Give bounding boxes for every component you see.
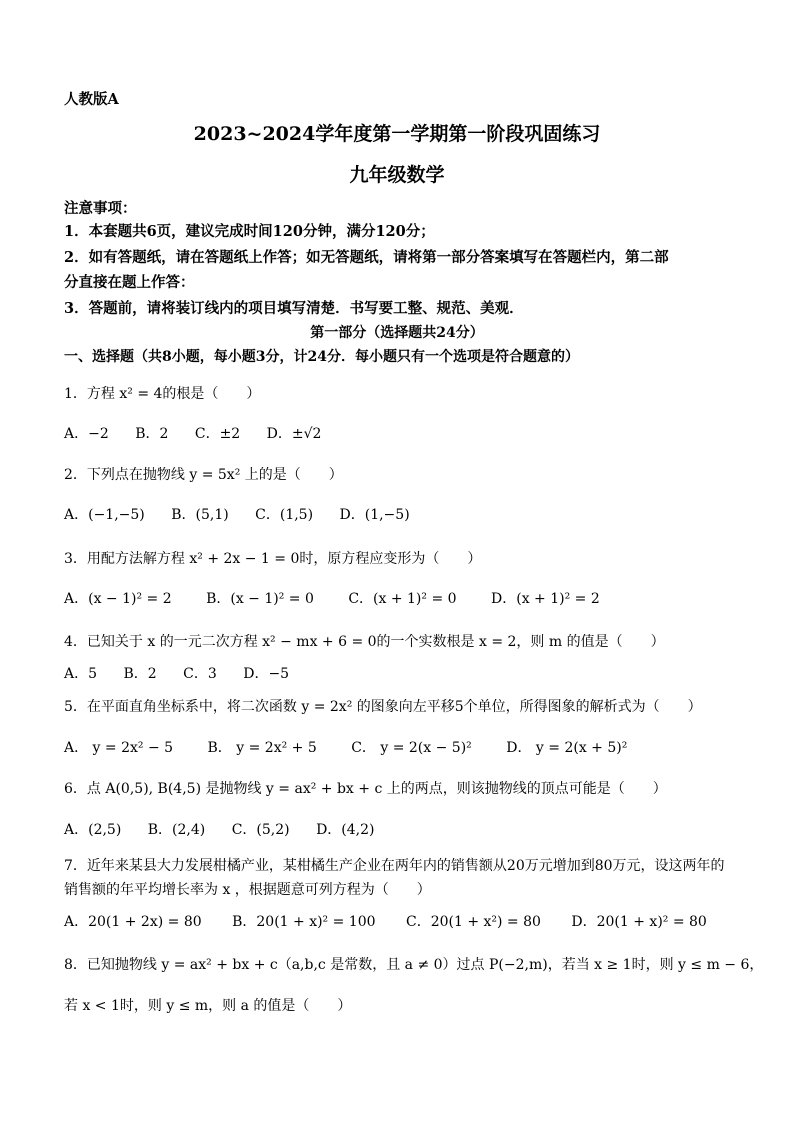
question-3-option-c: C．(x + 1)² = 0 xyxy=(348,591,457,607)
question-7-option-a: A．20(1 + 2x) = 80 xyxy=(64,914,202,930)
question-4-option-b: B．2 xyxy=(123,666,157,682)
question-3-options xyxy=(64,589,622,609)
question-2-stem: 2．下列点在抛物线 y = 5x² 上的是（ ） xyxy=(64,467,343,483)
question-7-stem-line2: 销售额的年平均增长率为 x ，根据题意可列方程为（ ） xyxy=(64,882,431,898)
question-6-option-a: A．(2,5) xyxy=(64,822,122,838)
question-1-option-c: C．±2 xyxy=(194,426,241,442)
question-5-option-d: D． y = 2(x + 5)² xyxy=(506,740,628,756)
question-3-option-d: D．(x + 1)² = 2 xyxy=(491,591,600,607)
question-1-stem: 1．方程 x² = 4的根是（ ） xyxy=(64,386,261,402)
question-5-option-b: B． y = 2x² + 5 xyxy=(207,740,317,756)
question-5-option-a: A． y = 2x² − 5 xyxy=(64,740,174,756)
question-3-option-a: A．(x − 1)² = 2 xyxy=(64,591,172,607)
question-6-stem: 6．点 A(0,5), B(4,5) 是抛物线 y = ax² + bx + c 上的两点，则该抛物线的顶点可能是（ ） xyxy=(64,781,667,797)
question-4-stem: 4．已知关于 x 的一元二次方程 x² − mx + 6 = 0的一个实数根是 x = 2，则 m 的值是（ ） xyxy=(64,634,665,650)
notes-item-1: 1．本套题共6页，建议完成时间120分钟，满分120分； xyxy=(64,223,435,240)
question-5-options xyxy=(64,738,649,758)
question-4-option-d: D．−5 xyxy=(243,666,290,682)
question-2-option-d: D．(1,−5) xyxy=(339,507,410,523)
notes-heading: 注意事项： xyxy=(64,200,137,217)
question-3-option-b: B．(x − 1)² = 0 xyxy=(206,591,314,607)
question-1-option-a: A．−2 xyxy=(64,426,109,442)
question-2-option-a: A．(−1,−5) xyxy=(64,507,145,523)
question-7-option-b: B．20(1 + x)² = 100 xyxy=(232,914,376,930)
notes-item-2b: 分直接在题上作答： xyxy=(64,274,195,291)
question-6-option-d: D．(4,2) xyxy=(316,822,375,838)
question-3-stem: 3．用配方法解方程 x² + 2x − 1 = 0时，原方程应变形为（ ） xyxy=(64,551,482,567)
question-5-stem: 5．在平面直角坐标系中，将二次函数 y = 2x² 的图象向左平移5个单位，所得图象的解析式为（ ） xyxy=(64,699,702,715)
question-5-option-c: C． y = 2(x − 5)² xyxy=(351,740,472,756)
question-6-option-c: C．(5,2) xyxy=(231,822,290,838)
question-6-options xyxy=(64,820,396,840)
question-8-stem-line1: 8．已知抛物线 y = ax² + bx + c（a,b,c 是常数，且 a ≠ 0）过点 P(−2,m)，若当 x ≥ 1时，则 y ≤ m − 6， xyxy=(64,957,764,973)
question-8-stem-line2: 若 x < 1时，则 y ≤ m，则 a 的值是（ ） xyxy=(64,998,352,1014)
question-4-option-a: A．5 xyxy=(64,666,98,682)
question-4-options xyxy=(64,664,311,684)
part1-heading: 第一部分（选择题共24分） xyxy=(310,325,484,341)
notes-item-2a: 2．如有答题纸，请在答题纸上作答；如无答题纸，请将第一部分答案填写在答题栏内，第二部 xyxy=(64,249,669,266)
question-7-options xyxy=(64,912,729,932)
edition-label: 人教版A xyxy=(64,91,119,108)
section-heading: 一、选择题（共8小题，每小题3分，计24分．每小题只有一个选项是符合题意的） xyxy=(64,349,579,365)
exam-title: 2023~2024学年度第一学期第一阶段巩固练习 xyxy=(193,123,601,145)
question-1-option-d: D．±√2 xyxy=(266,426,322,442)
question-7-option-d: D．20(1 + x)² = 80 xyxy=(571,914,707,930)
question-2-option-c: C．(1,5) xyxy=(255,507,314,523)
question-7-option-c: C．20(1 + x²) = 80 xyxy=(405,914,541,930)
question-2-option-b: B．(5,1) xyxy=(171,507,229,523)
question-1-options xyxy=(64,424,343,444)
question-6-option-b: B．(2,4) xyxy=(147,822,206,838)
question-7-stem-line1: 7．近年来某县大力发展柑橘产业，某柑橘生产企业在两年内的销售额从20万元增加到80万元，设这两年的 xyxy=(64,858,725,874)
question-1-option-b: B．2 xyxy=(135,426,169,442)
question-2-options xyxy=(64,505,432,525)
question-4-option-c: C．3 xyxy=(183,666,217,682)
exam-subtitle: 九年级数学 xyxy=(349,164,445,186)
notes-item-3: 3．答题前，请将装订线内的项目填写清楚．书写要工整、规范、美观． xyxy=(64,300,524,317)
